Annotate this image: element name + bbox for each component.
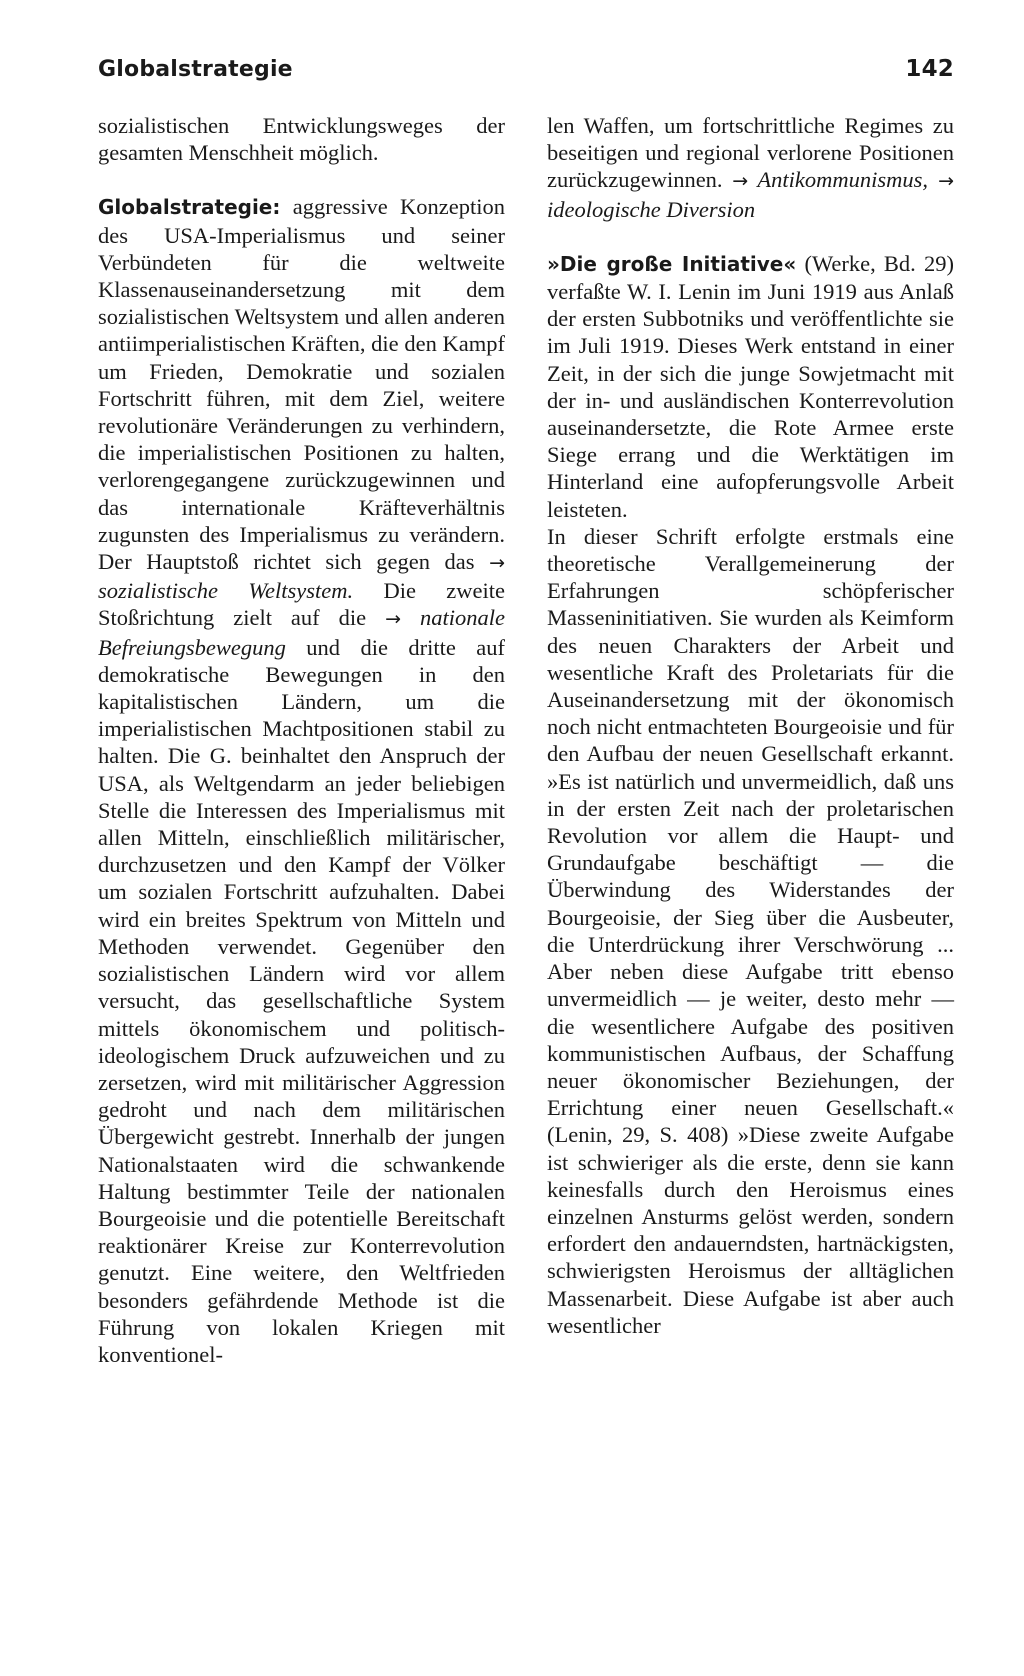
entry-initiative <box>547 250 954 523</box>
cross-reference-link[interactable]: ideologische Diversion <box>547 196 756 222</box>
right-column <box>547 112 954 1368</box>
entry-text: len Waffen, um fortschrittliche Regimes zu beseitigen und regional verlorene Positionen zurückzugewinnen. <box>547 113 954 193</box>
running-head <box>98 56 954 96</box>
running-title: Globalstrategie <box>98 57 293 82</box>
entry-text: aggressive Konzeption des USA-Imperialismus und seiner Verbündeten für die weltweite Klassenauseinandersetzung mit dem sozialistischen Weltsystem und allen anderen antiimperialistischen Kräften, die den Kampf um Frieden, Demokratie und sozialen Fortschritt führen, mit dem Ziel, weitere revolutionäre Veränderungen zu verhindern, die imperialistischen Positionen zu halten, verlorengegangene zurückzugewinnen und das internationale Kräfteverhältnis zugunsten des Imperialismus zu verändern. Der Hauptstoß richtet sich gegen das <box>98 194 505 575</box>
entry-text: Die zweite Stoßrichtung zielt auf die <box>98 578 505 631</box>
cross-reference-link[interactable]: Antikommunismus, <box>748 167 928 193</box>
continuation-paragraph: sozialistischen Entwicklungsweges der gesamten Menschheit möglich. <box>98 113 505 166</box>
cross-reference-arrow-icon: → <box>732 170 749 193</box>
entry-lemma: »Die große Initiative« <box>547 251 797 276</box>
entry-lemma: Globalstrategie: <box>98 195 281 220</box>
continuation-paragraph <box>547 112 954 223</box>
text-columns <box>98 112 954 1368</box>
cross-reference-link[interactable]: sozialistische Weltsystem. <box>98 578 354 604</box>
entry-text: und die dritte auf demokratische Bewegungen in den kapitalistischen Ländern, um die imperialistischen Machtpositionen stabil zu halten. Die G. beinhaltet den Anspruch der USA, als Weltgendarm an jeder beliebigen Stelle die Interessen des Imperialismus mit allen Mitteln, einschließlich militärischer, durchzusetzen und den Kampf der Völker um sozialen Fortschritt aufzuhalten. Dabei wird ein breites Spektrum von Mitteln und Methoden verwendet. Gegenüber den sozialistischen Ländern wird vor allem versucht, das gesellschaftliche System mittels ökonomischem und politisch-ideologischem Druck aufzuweichen und zu zersetzen, wird mit militärischer Aggression gedroht und nach dem militärischen Übergewicht gestrebt. Innerhalb der jungen Nationalstaaten wird die schwankende Haltung bestimmter Teile der nationalen Bourgeoisie und die potentielle Bereitschaft reaktionärer Kreise zur Konterrevolution genutzt. Eine weitere, den Weltfrieden besonders gefährdende Methode ist die Führung von lokalen Kriegen mit konventionel- <box>98 634 505 1367</box>
cross-reference-arrow-icon: → <box>489 552 505 575</box>
entry-text: (Werke, Bd. 29) verfaßte W. I. Lenin im Juni 1919 aus Anlaß der ersten Subbotniks und veröffentlichte sie im Juli 1919. Dieses Werk entstand in einer Zeit, in der sich die junge Sowjetmacht mit der in- und ausländischen Konterrevolution auseinandersetzte, die Rote Armee erste Siege errang und die Werktätigen im Hinterland eine aufopferungsvolle Arbeit leisteten. <box>547 250 954 522</box>
entry-paragraph: In dieser Schrift erfolgte erstmals eine theoretische Verallgemeinerung der Erfahrungen schöpferischer Masseninitiativen. Sie wurden als Keimform des neuen Charakters der Arbeit und wesentliche Kraft des Proletariats für die Auseinandersetzung mit der ökonomisch noch nicht entmachteten Bourgeoisie und für den Aufbau der neuen Gesellschaft erkannt. »Es ist natürlich und unvermeidlich, daß uns in der ersten Zeit nach der proletarischen Revolution vor allem die Haupt- und Grundaufgabe beschäftigt — die Überwindung des Widerstandes der Bourgeoisie, der Sieg über die Ausbeuter, die Unterdrückung ihrer Verschwörung ... Aber neben diese Aufgabe tritt ebenso unvermeidlich — je weiter, desto mehr — die wesentlichere Aufgabe des positiven kommunistischen Aufbaus, der Schaffung neuer ökonomischer Beziehungen, der Errichtung einer neuen Gesellschaft.« (Lenin, 29, S. 408) »Diese zweite Aufgabe ist schwieriger als die erste, denn sie kann keinesfalls durch den Heroismus eines einzelnen Ansturms gelöst werden, sondern erfordert den andauerndsten, hartnäckigsten, schwierigsten Heroismus der alltäglichen Massenarbeit. Diese Aufgabe ist aber auch wesentlicher <box>547 523 954 1338</box>
page-number: 142 <box>905 56 954 82</box>
dictionary-page <box>98 56 954 1368</box>
cross-reference-link[interactable]: nationale Befreiungsbewegung <box>98 605 505 660</box>
entry-globalstrategie <box>98 193 505 1368</box>
cross-reference-arrow-icon: → <box>928 170 954 193</box>
cross-reference-arrow-icon: → <box>385 608 402 631</box>
left-column <box>98 112 505 1368</box>
